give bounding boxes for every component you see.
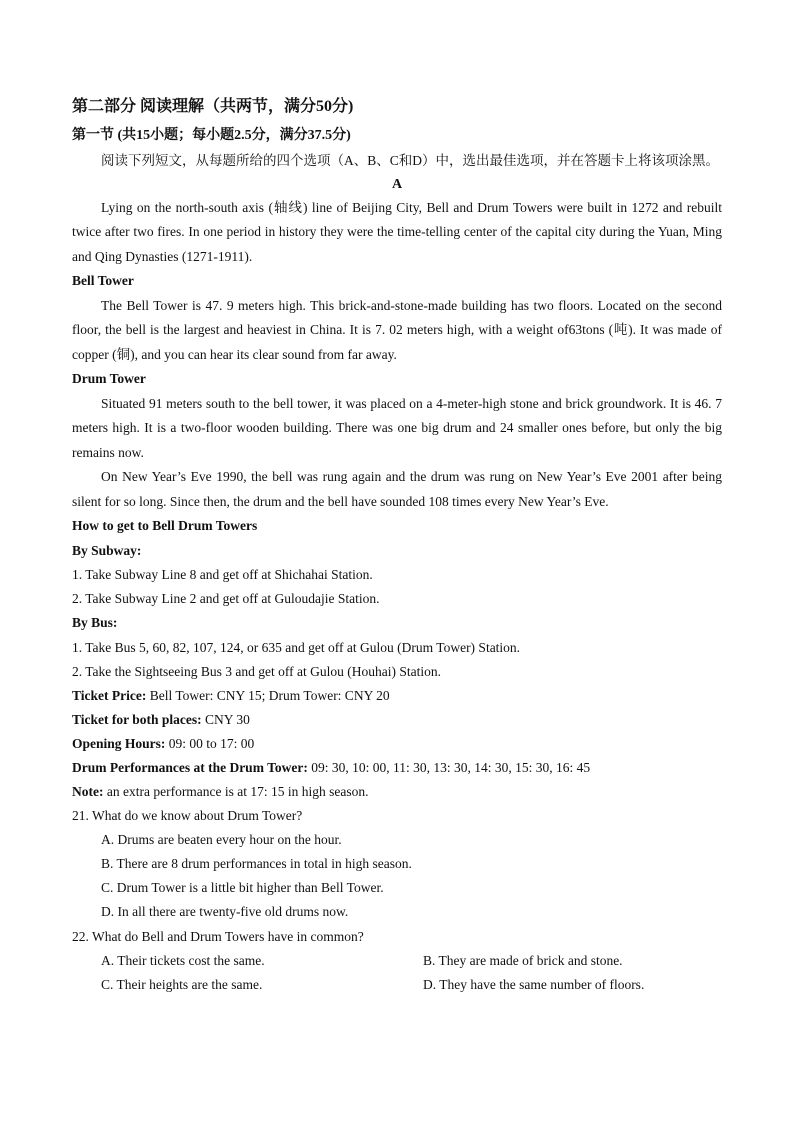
question-22-stem: 22. What do Bell and Drum Towers have in common? [72,928,364,944]
question-21-option-b: B. There are 8 drum performances in total in high season. [101,855,412,871]
question-21-stem: 21. What do we know about Drum Tower? [72,807,303,823]
ticket-both-line [72,708,722,732]
question-22-row-2 [72,973,722,997]
bus-heading: By Bus: [72,615,118,630]
question-22-option-c: C. Their heights are the same. [101,976,263,992]
opening-hours-value: 09: 00 to 17: 00 [165,735,255,751]
question-21-option-c: C. Drum Tower is a little bit higher than Bell Tower. [101,880,384,896]
intro-paragraph: Lying on the north-south axis (轴线) line of Beijing City, Bell and Drum Towers were built in 1272 and rebuilt twice after two fires. In one period in history they were the time-telling center of the capital city during the Yuan, Ming and Qing Dynasties (1271-1911). [72,199,722,264]
part-title: 第二部分 阅读理解（共两节，满分50分) [72,98,354,115]
note-label: Note: [72,783,104,799]
note-line [72,780,722,804]
question-22-option-a: A. Their tickets cost the same. [101,952,265,968]
drum-tower-paragraph: Situated 91 meters south to the bell tower, it was placed on a 4-meter-high stone and brick groundwork. It is 46. 7 meters high. It is a two-floor wooden building. There was one big drum and 24 smaller ones before, but only the big remains now. [72,395,722,460]
ticket-both-value: CNY 30 [201,711,250,727]
bell-tower-heading: Bell Tower [72,273,134,288]
question-21-option-d: D. In all there are twenty-five old drums now. [101,904,349,920]
subway-option-2: 2. Take Subway Line 2 and get off at Guloudajie Station. [72,591,380,606]
bus-option-2: 2. Take the Sightseeing Bus 3 and get off at Gulou (Houhai) Station. [72,663,442,679]
question-21-option-a: A. Drums are beaten every hour on the hour. [101,831,342,847]
exam-page [72,96,722,997]
question-22-option-b: B. They are made of brick and stone. [423,952,623,968]
question-22-row-1 [72,949,722,973]
drum-performances-label: Drum Performances at the Drum Tower: [72,759,308,775]
question-22-option-d: D. They have the same number of floors. [423,976,645,992]
subway-heading: By Subway: [72,542,142,558]
ticket-price-value: Bell Tower: CNY 15; Drum Tower: CNY 20 [146,687,390,703]
drum-tower-heading: Drum Tower [72,371,146,386]
section-title: 第一节 (共15小题；每小题2.5分，满分37.5分) [72,128,351,143]
bell-tower-paragraph: The Bell Tower is 47. 9 meters high. This brick-and-stone-made building has two floors. Located on the second floor, the bell is the largest and heaviest in China. It is 7. 02 meters high, with a weight of63tons (吨). It was made of copper (铜), and you can hear its clear sound from far away. [72,297,722,362]
drum-performances-line [72,756,722,780]
passage-label: A [391,176,403,192]
ticket-price-line [72,684,722,708]
drum-performances-value: 09: 30, 10: 00, 11: 30, 13: 30, 14: 30, 15: 30, 16: 45 [307,759,591,775]
ticket-both-label: Ticket for both places: [72,711,202,727]
subway-option-1: 1. Take Subway Line 8 and get off at Shichahai Station. [72,567,373,582]
bus-option-1: 1. Take Bus 5, 60, 82, 107, 124, or 635 and get off at Gulou (Drum Tower) Station. [72,639,521,655]
instructions: 阅读下列短文，从每题所给的四个选项（A、B、C和D）中，选出最佳选项，并在答题卡上将该项涂黑。 [101,153,720,168]
new-year-paragraph: On New Year’s Eve 1990, the bell was rung again and the drum was rung on New Year’s Eve 2001 after being silent for so long. Since then, the drum and the bell have sounded 108 times every New Year’s Eve. [72,469,722,509]
ticket-price-label: Ticket Price: [72,687,147,703]
how-to-get-heading: How to get to Bell Drum Towers [72,518,258,533]
opening-hours-label: Opening Hours: [72,735,166,751]
note-value: an extra performance is at 17: 15 in high season. [103,783,369,799]
opening-hours-line [72,732,722,756]
